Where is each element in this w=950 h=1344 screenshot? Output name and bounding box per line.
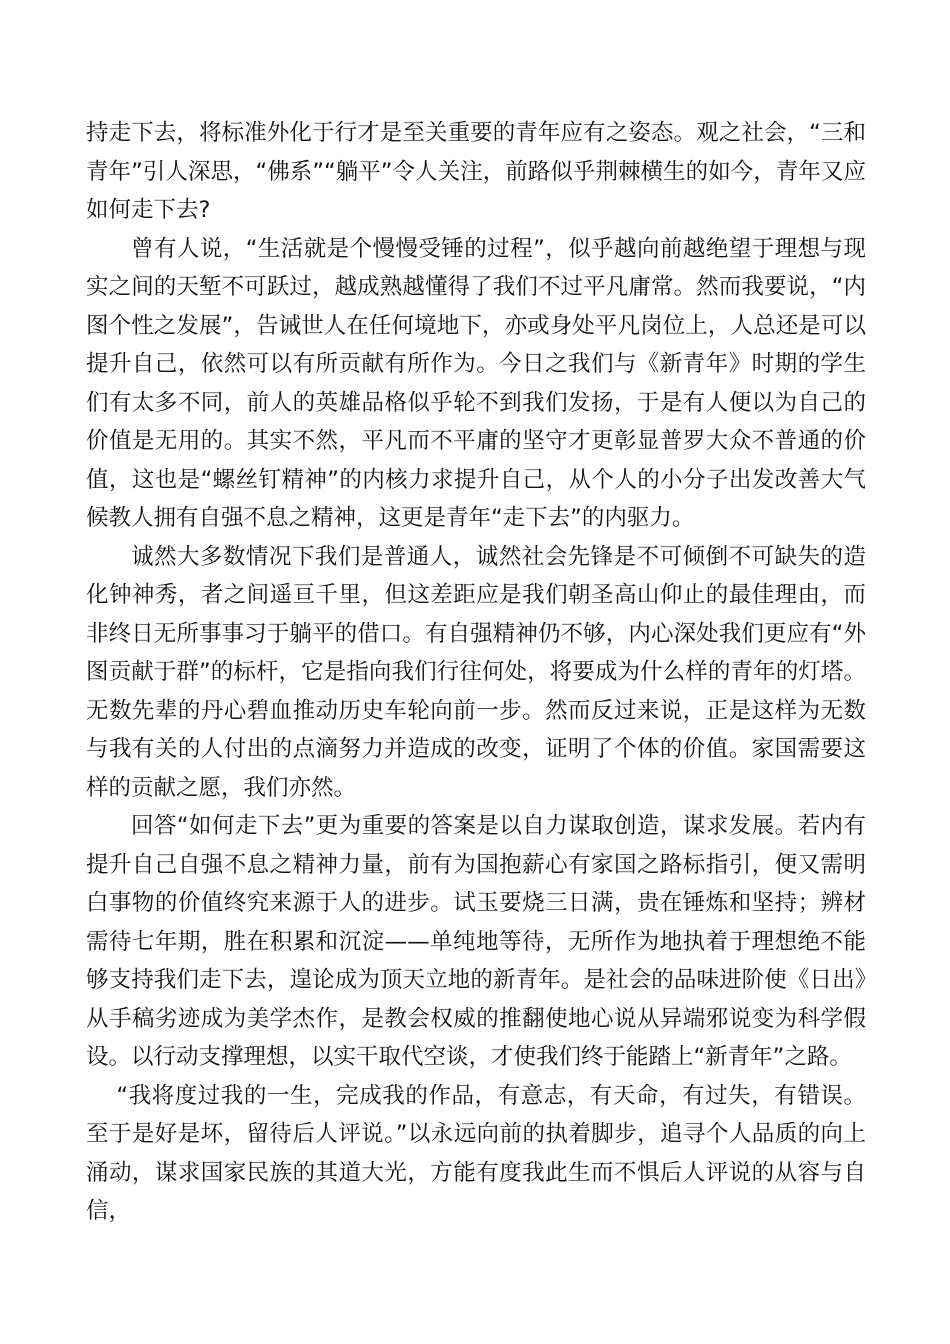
paragraph-1: 持走下去，将标准外化于行才是至关重要的青年应有之姿态。观之社会，“三和青年”引人深思，“佛系”“躺平”令人关注，前路似乎荆棘横生的如今，青年又应如何走下去? [86, 120, 866, 223]
essay-body [86, 114, 866, 1231]
paragraph-4: 回答“如何走下去”更为重要的答案是以自力谋取创造，谋求发展。若内有提升自己自强不息之精神力量，前有为国抱薪心有家国之路标指引，便又需明白事物的价值终究来源于人的进步。试玉要烧三日满，贵在锤炼和坚持；辨材需待七年期，胜在积累和沉淀——单纯地等待，无所作为地执着于理想绝不能够支持我们走下去，遑论成为顶天立地的新青年。是社会的品味进阶使《日出》从手稿劣迹成为美学杰作，是教会权威的推翻使地心说从异端邪说变为科学假设。以行动支撑理想，以实干取代空谈，才使我们终于能踏上“新青年”之路。 [86, 813, 866, 1070]
paragraph-5: “我将度过我的一生，完成我的作品，有意志，有天命，有过失，有错误。至于是好是坏，留待后人评说。”以永远向前的执着脚步，追寻个人品质的向上涌动，谋求国家民族的其道大光，方能有度我此生而不惧后人评说的从容与自信， [86, 1082, 866, 1224]
paragraph-3: 诚然大多数情况下我们是普通人，诚然社会先锋是不可倾倒不可缺失的造化钟神秀，者之间遥亘千里，但这差距应是我们朝圣高山仰止的最佳理由，而非终日无所事事习于躺平的借口。有自强精神仍不够，内心深处我们更应有“外图贡献于群”的标杆，它是指向我们行往何处，将要成为什么样的青年的灯塔。无数先辈的丹心碧血推动历史车轮向前一步。然而反过来说，正是这样为无数与我有关的人付出的点滴努力并造成的改变，证明了个体的价值。家国需要这样的贡献之愿，我们亦然。 [86, 543, 866, 801]
paragraph-2: 曾有人说，“生活就是个慢慢受锤的过程”，似乎越向前越绝望于理想与现实之间的天堑不可跃过，越成熟越懂得了我们不过平凡庸常。然而我要说，“内图个性之发展”，告诫世人在任何境地下，亦或身处平凡岗位上，人总还是可以提升自己，依然可以有所贡献有所作为。今日之我们与《新青年》时期的学生们有太多不同，前人的英雄品格似乎轮不到我们发扬，于是有人便以为自己的价值是无用的。其实不然，平凡而不平庸的坚守才更彰显普罗大众不普通的价值，这也是“螺丝钉精神”的内核力求提升自己，从个人的小分子出发改善大气候教人拥有自强不息之精神，这更是青年“走下去”的内驱力。 [86, 235, 866, 531]
